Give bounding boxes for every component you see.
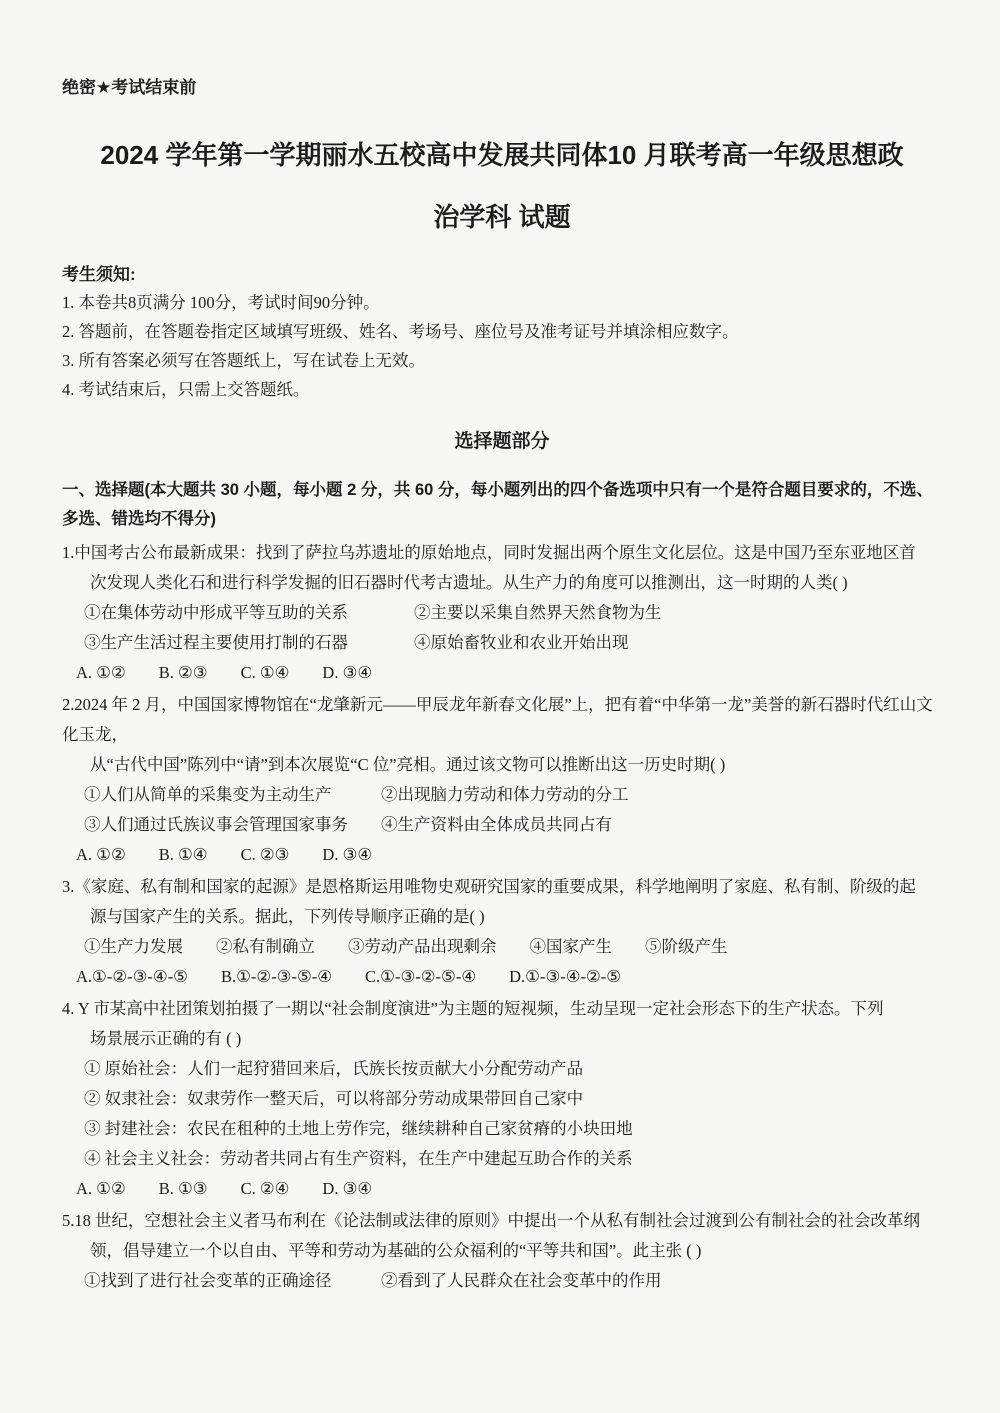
section-instruction-line-1: 一、选择题(本大题共 30 小题，每小题 2 分，共 60 分，每小题列出的四个备选项中只有一个是符合题目要求的，不选、 xyxy=(62,481,933,499)
notice-item-1: 1. 本卷共8页满分 100分，考试时间90分钟。 xyxy=(62,293,380,312)
question-1-options-line-1: ①在集体劳动中形成平等互助的关系 ②主要以采集自然界天然食物为生 xyxy=(84,603,662,622)
question-4 xyxy=(62,994,942,1204)
security-banner: 绝密★考试结束前 xyxy=(62,78,197,97)
question-3-options-line-1: ①生产力发展 ②私有制确立 ③劳动产品出现剩余 ④国家产生 ⑤阶级产生 xyxy=(84,937,728,956)
question-4-stem-line-2: 场景展示正确的有 ( ) xyxy=(90,1029,242,1048)
question-4-options-line-4: ④ 社会主义社会：劳动者共同占有生产资料，在生产中建起互助合作的关系 xyxy=(84,1149,633,1168)
paper-title-line-1: 2024 学年第一学期丽水五校高中发展共同体10 月联考高一年级思想政 xyxy=(100,140,904,170)
question-2-answer-row: A. ①② B. ①④ C. ②③ D. ③④ xyxy=(76,845,373,864)
question-2-options-line-2: ③人们通过氏族议事会管理国家事务 ④生产资料由全体成员共同占有 xyxy=(84,815,612,834)
section-heading: 选择题部分 xyxy=(454,431,550,452)
question-3-stem-line-2: 源与国家产生的关系。据此，下列传导顺序正确的是( ) xyxy=(90,907,485,926)
question-1-options-line-2: ③生产生活过程主要使用打制的石器 ④原始畜牧业和农业开始出现 xyxy=(84,633,629,652)
notice-item-2: 2. 答题前，在答题卷指定区域填写班级、姓名、考场号、座位号及准考证号并填涂相应数字。 xyxy=(62,322,739,341)
question-3 xyxy=(62,872,942,992)
notice-heading: 考生须知: xyxy=(62,265,136,284)
question-1-stem-line-2: 次发现人类化石和进行科学发掘的旧石器时代考古遗址。从生产力的角度可以推测出，这一时期的人类( ) xyxy=(90,573,848,592)
question-1 xyxy=(62,538,942,688)
question-4-options-line-3: ③ 封建社会：农民在租种的土地上劳作完，继续耕种自己家贫瘠的小块田地 xyxy=(84,1119,633,1138)
notice-list xyxy=(62,288,942,404)
question-2 xyxy=(62,690,942,870)
question-4-options-line-2: ② 奴隶社会：奴隶劳作一整天后，可以将部分劳动成果带回自己家中 xyxy=(84,1089,584,1108)
question-4-options-line-1: ① 原始社会：人们一起狩猎回来后，氏族长按贡献大小分配劳动产品 xyxy=(84,1059,584,1078)
section-instruction-line-2: 多选、错选均不得分) xyxy=(62,510,216,528)
question-3-answer-row: A.①-②-③-④-⑤ B.①-②-③-⑤-④ C.①-③-②-⑤-④ D.①-③-④-②-⑤ xyxy=(76,967,622,986)
question-list xyxy=(62,538,942,1296)
notice-item-4: 4. 考试结束后，只需上交答题纸。 xyxy=(62,380,310,399)
question-1-answer-row: A. ①② B. ②③ C. ①④ D. ③④ xyxy=(76,663,373,682)
question-2-stem-line-1: 2.2024 年 2 月，中国国家博物馆在“龙肇新元——甲辰龙年新春文化展”上，把有着“中华第一龙”美誉的新石器时代红山文化玉龙， xyxy=(62,695,933,744)
question-3-stem-line-1: 3.《家庭、私有制和国家的起源》是恩格斯运用唯物史观研究国家的重要成果，科学地阐明了家庭、私有制、阶级的起 xyxy=(62,877,916,896)
question-4-answer-row: A. ①② B. ①③ C. ②④ D. ③④ xyxy=(76,1179,373,1198)
question-5 xyxy=(62,1206,942,1296)
question-4-stem-line-1: 4. Y 市某高中社团策划拍摄了一期以“社会制度演进”为主题的短视频，生动呈现一定社会形态下的生产状态。下列 xyxy=(62,999,884,1018)
question-5-stem-line-2: 领，倡导建立一个以自由、平等和劳动为基础的公众福利的“平等共和国”。此主张 ( ) xyxy=(90,1241,702,1260)
notice-item-3: 3. 所有答案必须写在答题纸上，写在试卷上无效。 xyxy=(62,351,425,370)
question-2-options-line-1: ①人们从简单的采集变为主动生产 ②出现脑力劳动和体力劳动的分工 xyxy=(84,785,629,804)
question-5-options-line-1: ①找到了进行社会变革的正确途径 ②看到了人民群众在社会变革中的作用 xyxy=(84,1271,662,1290)
paper-title xyxy=(62,124,942,248)
question-1-stem-line-1: 1.中国考古公布最新成果：找到了萨拉乌苏遗址的原始地点，同时发掘出两个原生文化层位。这是中国乃至东亚地区首 xyxy=(62,543,916,562)
section-instruction xyxy=(62,476,942,534)
question-5-stem-line-1: 5.18 世纪，空想社会主义者马布利在《论法制或法律的原则》中提出一个从私有制社会过渡到公有制社会的社会改革纲 xyxy=(62,1211,920,1230)
question-2-stem-line-2: 从“古代中国”陈列中“请”到本次展览“C 位”亮相。通过该文物可以推断出这一历史时期( ) xyxy=(90,755,726,774)
paper-title-line-2: 治学科 试题 xyxy=(433,202,571,232)
